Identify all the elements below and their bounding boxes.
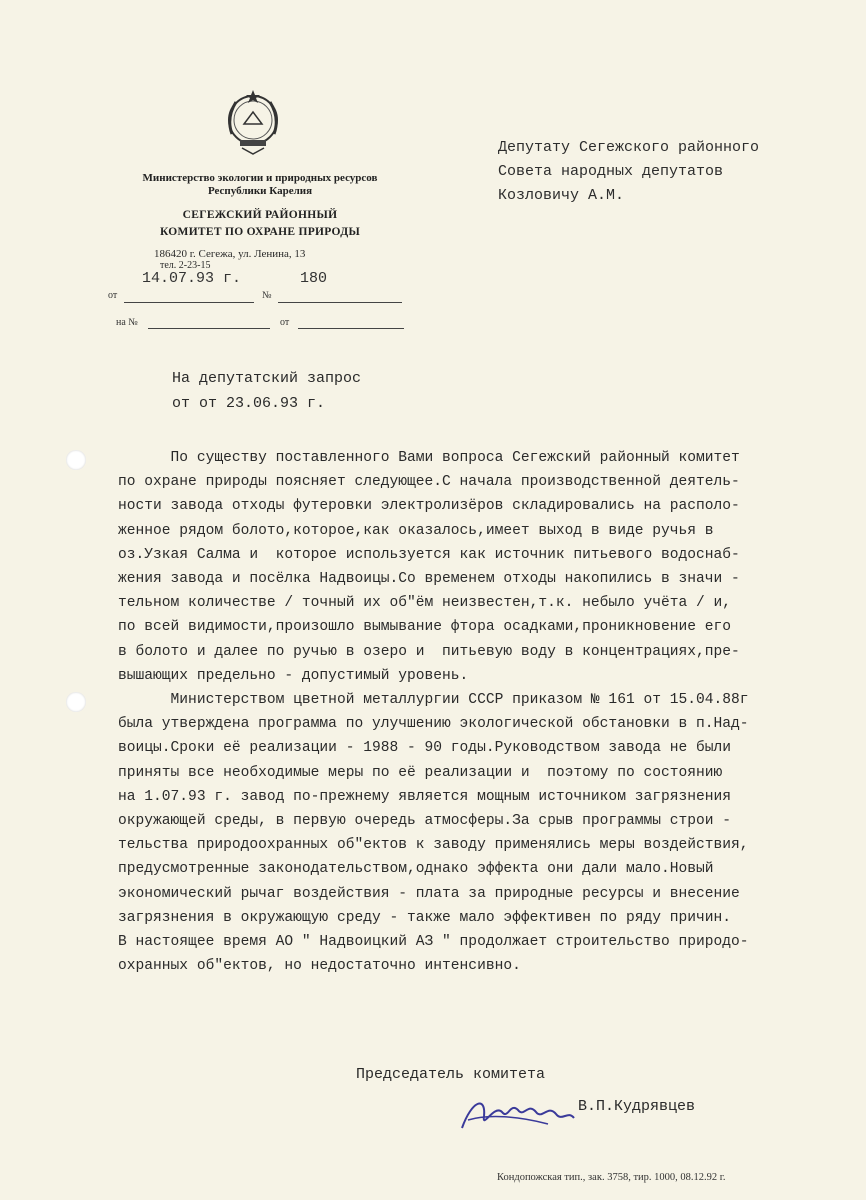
body-line: тельном количестве / точный их об"ём неизвестен,т.к. небыло учёта / и,: [118, 595, 732, 612]
letter-body: [118, 446, 866, 978]
letterhead: [110, 172, 410, 240]
committee-name-line2: КОМИТЕТ ПО ОХРАНЕ ПРИРОДЫ: [159, 226, 361, 238]
body-line: жения завода и посёлка Надвоицы.Со временем отходы накопились в значи -: [118, 571, 740, 588]
letter-number: 180: [300, 270, 328, 287]
addressee-line: Совета народных депутатов: [498, 163, 724, 180]
body-line: экономический рычаг воздействия - плата за природные ресурсы и внесение: [118, 885, 740, 902]
subject-line: от от 23.06.93 г.: [172, 395, 326, 412]
body-line: по всей видимости,произошло вымывание фтора осадками,проникновение его: [118, 619, 732, 636]
body-line: окружающей среды, в первую очередь атмосферы.За срыв программы строи -: [118, 813, 732, 830]
coat-of-arms-icon: [220, 84, 286, 156]
punch-hole: [66, 450, 86, 470]
subject-block: [172, 366, 361, 416]
body-line: оз.Узкая Салма и которое используется как источник питьевого водоснаб-: [118, 546, 740, 563]
from-label: от: [108, 290, 118, 301]
body-line: В настоящее время АО " Надвоицкий АЗ " продолжает строительство природо-: [118, 934, 749, 951]
ref-number-rule: [148, 328, 270, 329]
subject-line: На депутатский запрос: [172, 370, 362, 387]
body-line: По существу поставленного Вами вопроса Сегежский районный комитет: [118, 450, 740, 466]
body-line: загрязнения в окружающую среду - также мало эффективен по ряду причин.: [118, 909, 732, 926]
body-line: женное рядом болото,которое,как оказалось,имеет выход в виде ручья в: [118, 522, 714, 539]
body-line: была утверждена программа по улучшению экологической обстановки в п.Над-: [118, 716, 749, 733]
body-line: Министерством цветной металлургии СССР приказом № 161 от 15.04.88г: [118, 692, 749, 709]
addressee-line: Козловичу А.М.: [498, 187, 625, 204]
letter-date: 14.07.93 г.: [142, 270, 242, 287]
number-rule: [278, 302, 402, 303]
body-line: на 1.07.93 г. завод по-прежнему является мощным источником загрязнения: [118, 788, 732, 805]
addressee-line: Депутату Сегежского районного: [498, 139, 760, 156]
signatory-name: В.П.Кудрявцев: [578, 1098, 696, 1115]
body-line: приняты все необходимые меры по её реализации и поэтому по состоянию: [118, 764, 723, 781]
body-line: в болото и далее по ручью в озеро и питьевую воду в концентрациях,пре-: [118, 643, 740, 660]
committee-name-line1: СЕГЕЖСКИЙ РАЙОННЫЙ: [182, 209, 338, 221]
ref-number-label: на №: [116, 317, 138, 328]
ref-date-rule: [298, 328, 404, 329]
ministry-name: Министерство экологии и природных ресурсов: [142, 172, 378, 184]
republic-name: Республики Карелия: [207, 185, 313, 197]
committee-phone: тел. 2-23-15: [160, 260, 211, 271]
date-rule: [124, 302, 254, 303]
body-line: по охране природы поясняет следующее.С начала производственной деятель-: [118, 474, 740, 491]
body-line: охранных об"ектов, но недостаточно интенсивно.: [118, 958, 521, 975]
body-line: воицы.Сроки её реализации - 1988 - 90 годы.Руководством завода не были: [118, 740, 732, 757]
ref-from-label: от: [280, 317, 290, 328]
printer-imprint: Кондопожская тип., зак. 3758, тир. 1000, 08.12.92 г.: [497, 1172, 726, 1183]
addressee-block: [498, 136, 759, 208]
body-line: предусмотренные законодательством,однако эффекта они дали мало.Новый: [118, 861, 714, 878]
handwritten-signature: [458, 1090, 578, 1136]
body-line: вышающих предельно - допустимый уровень.: [118, 667, 469, 684]
body-line: тельства природоохранных об"ектов к заводу применялись меры воздействия,: [118, 837, 749, 854]
signatory-title: Председатель комитета: [356, 1066, 546, 1083]
body-line: ности завода отходы футеровки электролизёров складировались на располо-: [118, 498, 740, 515]
number-label: №: [262, 290, 272, 301]
committee-address: 186420 г. Сегежа, ул. Ленина, 13: [154, 248, 306, 260]
punch-hole: [66, 692, 86, 712]
